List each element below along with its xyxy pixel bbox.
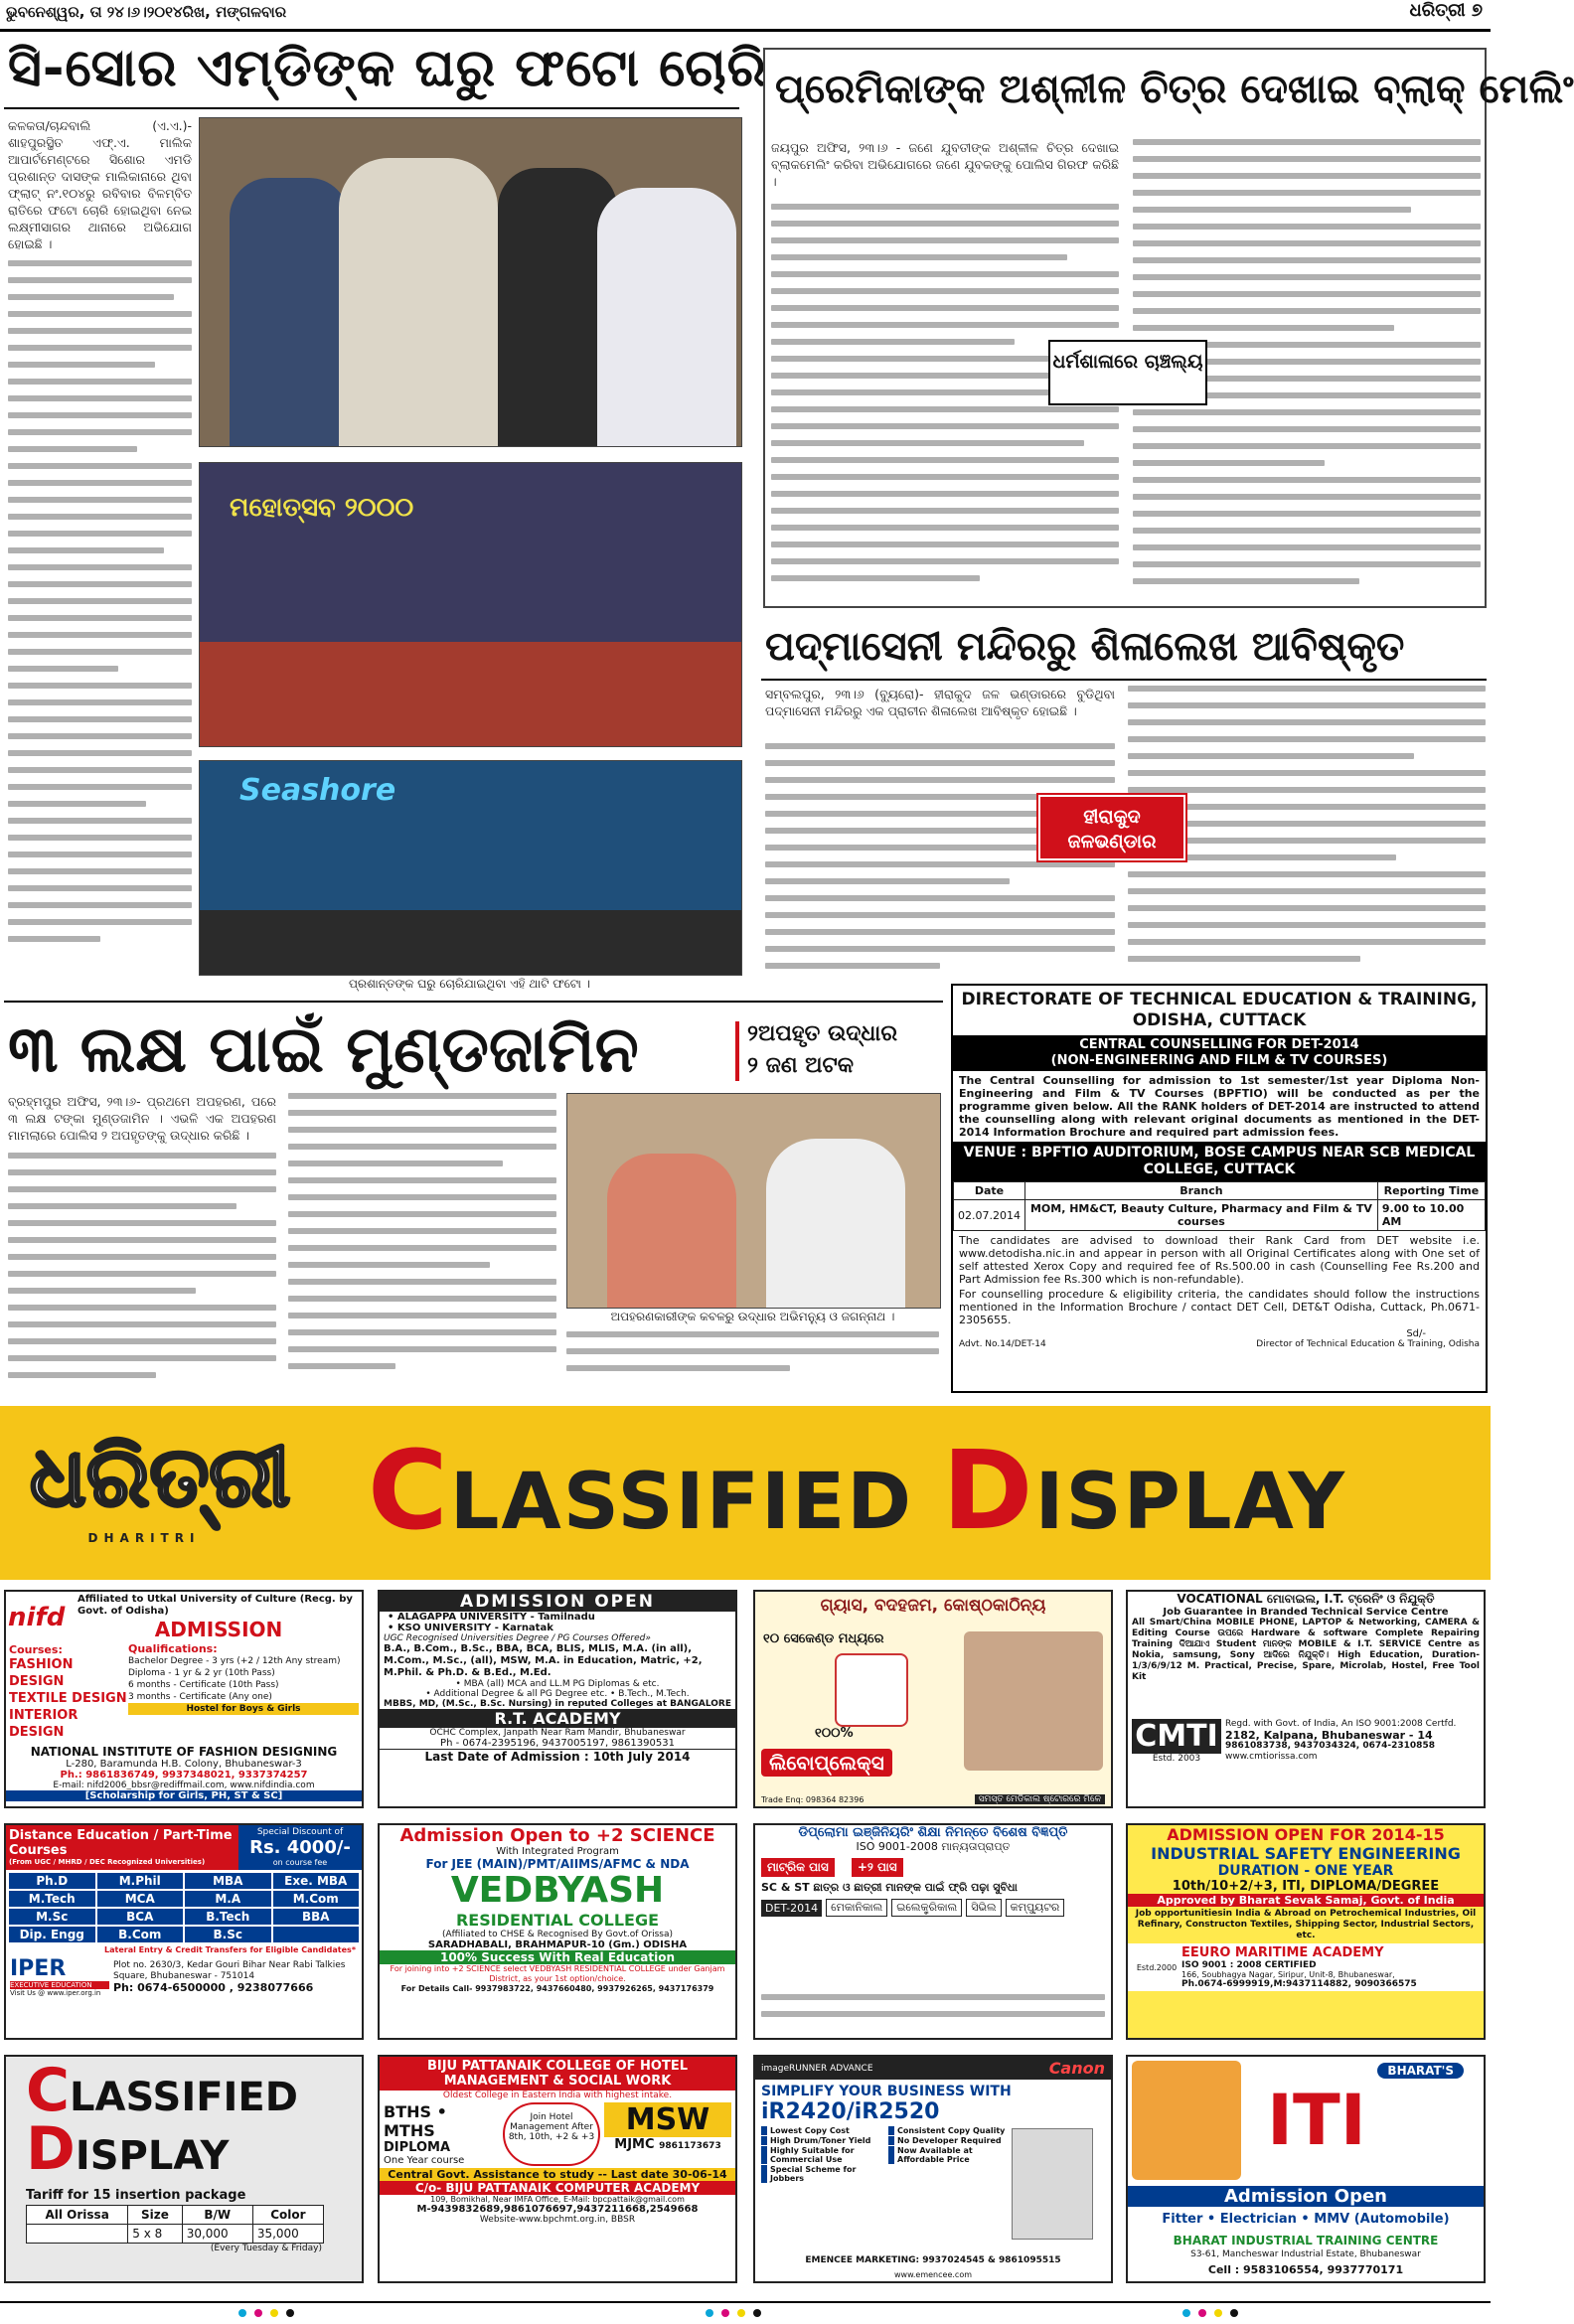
table-cell: 9.00 to 10.00 AM — [1377, 1200, 1485, 1231]
dip-branch: କମ୍ପ୍ୟୁଟର — [1006, 1899, 1065, 1917]
ad-canon — [753, 2055, 1113, 2283]
iti-open: Admission Open — [1128, 2186, 1484, 2207]
iper-course-item: M.Phil — [97, 1873, 184, 1889]
story1-rule — [4, 107, 739, 109]
story3-body-left — [765, 743, 1115, 982]
dte-signatory: Director of Technical Education & Training, Odisha — [1256, 1339, 1480, 1349]
ved-sub: With Integrated Program — [496, 1846, 619, 1857]
ad-iper — [4, 1823, 364, 2040]
table-cell: MOM, HM&CT, Beauty Culture, Pharmacy and Film & TV courses — [1024, 1200, 1377, 1231]
banner-logo — [30, 1422, 328, 1561]
libo-brand: ଲିବୋପ୍ଲେକ୍ସ — [761, 1749, 892, 1777]
biju-addr: 109, Bomikhal, Near IMFA Office, E-Mail: bpcpattaik@gmail.com — [430, 2195, 685, 2204]
footer-rule — [0, 2301, 1491, 2303]
table-cell — [27, 2225, 128, 2244]
iper-course-item: M.A — [185, 1891, 271, 1907]
nifd-email: E-mail: nifd2006_bbsr@rediffmail.com, www.nifdindia.com — [53, 1781, 315, 1790]
table-row — [954, 1200, 1486, 1231]
dte-para2: The candidates are advised to download their Rank Card from DET website i.e. www.detodisha.nic.in and appear in person with all Original Certificates along with One set of self attested Xerox Copy and required fee of Rs.500.00 in cash (Counselling Fee Rs.200 and Part Admission fee Rs.300 which is non-refundable). — [959, 1234, 1480, 1286]
nifd-qual: Bachelor Degree - 3 yrs (+2 / 12th Any stream) — [128, 1656, 341, 1666]
biju-msw: MSW — [604, 2102, 731, 2137]
cmti-title: VOCATIONAL ମୋବାଇଲ, I.T. ଟ୍ରେନିଂ ଓ ନିଯୁକ୍ତି — [1177, 1592, 1435, 1606]
table-header: Reporting Time — [1377, 1182, 1485, 1200]
iti-addr: S3-61, Mancheswar Industrial Estate, Bhubaneswar — [1190, 2249, 1421, 2259]
dte-subtitle1: CENTRAL COUNSELLING FOR DET-2014 — [1079, 1037, 1359, 1052]
dte-subtitle — [953, 1035, 1486, 1071]
story4-lead: ବ୍ରହ୍ମପୁର ଅଫିସ, ୨୩।୬- ପ୍ରଥମେ ଅପହରଣ, ପରେ ୩ ଲକ୍ଷ ଟଙ୍କା ମୁଣ୍ଡଜାମିନ । ଏଭଳି ଏକ ଅପହରଣ ମାମଲାରେ ପୋଲିସ ୨ ଅପହୃତଙ୍କୁ ଉଦ୍ଧାର କରିଛି । — [8, 1094, 276, 1143]
iper-web: Visit Us @ www.iper.org.in — [10, 1989, 101, 1997]
header-paper-name — [1409, 0, 1483, 21]
nifd-courses-label: Courses: — [9, 1643, 63, 1656]
ved-title: Admission Open to +2 SCIENCE — [399, 1825, 715, 1846]
biju-mths: MTHS — [384, 2121, 435, 2140]
canon-brand: Canon — [1048, 2059, 1105, 2078]
person-figure — [230, 178, 349, 446]
story4-caption: ଅପହରଣକାରୀଙ୍କ କବଳରୁ ଉଦ୍ଧାର ଅଭିମନ୍ୟୁ ଓ ଜଗନ୍ନାଥ । — [610, 1310, 895, 1323]
cmti-addr: 2182, Kalpana, Bhubaneswar - 14 — [1225, 1729, 1433, 1742]
nifd-scholar: [Scholarship for Girls, PH, ST & SC] — [6, 1790, 362, 1801]
biju-title: BIJU PATTANAIK COLLEGE OF HOTEL MANAGEMENT & SOCIAL WORK — [380, 2057, 735, 2091]
iper-course-item: Ph.D — [9, 1873, 95, 1889]
cls-d: D — [26, 2114, 76, 2184]
nifd-logo: nifd — [8, 1603, 66, 1632]
ad-biju: BIJU PATTANAIK COLLEGE OF HOTEL MANAGEMENT & SOCIAL WORK Oldest College in Eastern India with highest intake. BTHS • MTHS DIPLOMA One Year course Join Hotel Management After 8th, 10th, +2 & +3 MSW MJMC 9861173673 Central Govt. Assistance to study -- Last date 30-06-14 C/o- BIJU PATTANAIK COMPUTER ACADEMY 109, Bomikhal, Near IMFA Office, E-Mail: bpcpattaik@gmail.com M-9439832689,9861076697,9437211668,2549668 Website-www.bpchmt.org.in, BBSR — [378, 2055, 737, 2283]
dte-subtitle2: (NON-ENGINEERING AND FILM & TV COURSES) — [1050, 1053, 1388, 1068]
dte-venue: VENUE : BPFTIO AUDITORIUM, BOSE CAMPUS NEAR SCB MEDICAL COLLEGE, CUTTACK — [953, 1142, 1486, 1181]
story1-body — [8, 260, 192, 966]
ved-name2: RESIDENTIAL COLLEGE — [455, 1911, 660, 1930]
iper-course-item: Exe. MBA — [273, 1873, 360, 1889]
table-cell: 02.07.2014 — [954, 1200, 1025, 1231]
libo-pct: ୧୦୦% — [815, 1726, 854, 1741]
biju-bths: BTHS — [384, 2102, 432, 2121]
header-rule — [0, 29, 1491, 32]
dip-branch: ସିଭିଲ — [966, 1899, 1001, 1917]
nifd-course: TEXTILE DESIGN — [9, 1691, 127, 1706]
rta-addr: OCHC Complex, Janpath Near Ram Mandir, Bhubaneswar — [429, 1728, 686, 1738]
story3-lead: ସମ୍ବଲପୁର, ୨୩।୬ (ବ୍ୟୁରୋ)- ହୀରାକୁଦ ଜଳ ଭଣ୍ଡାରରେ ବୁଡିଥିବା ପଦ୍ମାସେନୀ ମନ୍ଦିରରୁ ଏକ ପ୍ରାଚୀନ ଶିଳାଲେଖ ଆବିଷ୍କୃତ ହୋଇଛି । — [765, 687, 1115, 718]
ad-vedbyash — [378, 1823, 737, 2040]
dip-branch: ଇଲେକ୍ଟ୍ରିକାଲ — [891, 1899, 962, 1917]
person-figure — [607, 1154, 736, 1308]
dte-ad — [951, 984, 1488, 1393]
page-number: ୭ — [1471, 0, 1483, 21]
cls-lassified: LASSIFIED — [70, 2075, 298, 2120]
ved-for: For JEE (MAIN)/PMT/AIIMS/AFMC & NDA — [425, 1857, 690, 1871]
nifd-qual: Diploma - 1 yr & 2 yr (10th Pass) — [128, 1668, 275, 1678]
table-row — [27, 2225, 324, 2244]
safety-ph: Ph.0674-6999919,M:9437114882, 9090366575 — [1181, 1979, 1417, 1989]
person-figure — [766, 1139, 905, 1308]
story3-box-label: ହୀରାକୁଦ ଜଳଭଣ୍ଡାର — [1038, 795, 1185, 860]
dte-footer — [953, 1339, 1486, 1349]
reg-mark — [286, 2309, 294, 2317]
table-header: B/W — [182, 2206, 252, 2225]
story4-headline: ୩ ଲକ୍ଷ ପାଇଁ ମୁଣ୍ଡଜାମିନ — [8, 1013, 639, 1087]
dte-advt-no: Advt. No.14/DET-14 — [959, 1339, 1046, 1349]
dip-title: ଡିପ୍ଲୋମା ଇଞ୍ଜିନିୟରିଂ ଶିକ୍ଷା ନିମନ୍ତେ ବିଶେଷ ବିଜ୍ଞପ୍ତି — [798, 1825, 1068, 1840]
rta-uni2: • KSO UNIVERSITY - Karnatak — [388, 1623, 553, 1633]
banner-logo-sub: DHARITRI — [87, 1531, 201, 1545]
iper-course-item: BCA — [97, 1909, 184, 1925]
story3-headline: ପଦ୍ମାସେନୀ ମନ୍ଦିରରୁ ଶିଳାଲେଖ ଆବିଷ୍କୃତ — [765, 624, 1405, 670]
iper-course-item: B.Tech — [185, 1909, 271, 1925]
banner-title — [368, 1427, 1346, 1557]
seashore-banner: Seashore — [239, 773, 396, 808]
cmti-reg: Regd. with Govt. of India, An ISO 9001:2008 Certfd. — [1225, 1719, 1457, 1729]
rta-title: ADMISSION OPEN — [380, 1592, 735, 1612]
stage-floor — [200, 642, 741, 746]
biju-oneyear: One Year course — [384, 2155, 465, 2166]
safety-approved: Approved by Bharat Sevak Samaj, Govt. of India — [1128, 1894, 1484, 1907]
safety-duration: DURATION - ONE YEAR — [1217, 1863, 1394, 1879]
iper-course-item — [273, 1927, 360, 1942]
story1-photo-group — [199, 117, 742, 447]
biju-mjmc: MJMC — [614, 2137, 655, 2152]
rta-name: R.T. ACADEMY — [380, 1709, 735, 1728]
iper-logo: IPER — [10, 1956, 67, 1981]
story1-photo-stage — [199, 462, 742, 747]
table-header: All Orissa — [27, 2206, 128, 2225]
canon-dealer: EMENCEE MARKETING: 9937024545 & 9861095515 — [805, 2255, 1061, 2265]
cls-table — [26, 2205, 324, 2244]
rta-line4: • Additional Degree & all PG Degree etc. • B.Tech., M.Tech. — [425, 1689, 690, 1699]
rta-ph: Ph - 0674-2395196, 9437005197, 9861390531 — [440, 1738, 675, 1749]
ved-join: For joining into +2 SCIENCE select VEDBYASH RESIDENTIAL COLLEGE under Ganjam District, as your 1st option/choice. — [390, 1964, 725, 1983]
paper-name: ଧରିତ୍ରୀ — [1409, 0, 1466, 21]
rta-line3: • MBA (all) MCA and LL.M PG Diplomas & etc. — [455, 1679, 660, 1689]
libo-sub: ୧୦ ସେକେଣ୍ଡ ମଧ୍ୟରେ — [763, 1631, 884, 1646]
dte-para3: For counselling procedure & eligibility criteria, the candidates should follow the instructions mentioned in the Information Brochure / contact DET Cell, DET&T Odisha, Cuttack, Ph.0671-2305655. — [959, 1288, 1480, 1326]
banner-isplay: ISPLAY — [1034, 1458, 1346, 1547]
dte-schedule-table — [953, 1181, 1486, 1231]
rta-last: Last Date of Admission : 10th July 2014 — [380, 1749, 735, 1764]
rta-line1: UGC Recognised Universities Degree / PG Courses Offered» — [384, 1633, 651, 1643]
canon-feature-item: High Drum/Toner Yield — [761, 2136, 882, 2145]
story2-box-label: ଧର୍ମଶାଳାରେ ଚାଞ୍ଚଲ୍ୟ — [1048, 340, 1207, 405]
canon-printer — [1012, 2128, 1093, 2240]
table-header: Color — [252, 2206, 323, 2225]
reg-mark — [737, 2309, 745, 2317]
story2-headline: ପ୍ରେମିକାଙ୍କ ଅଶ୍ଳୀଳ ଚିତ୍ର ଦେଖାଇ ବ୍ଲାକ୍ ମେଲିଂ — [775, 67, 1574, 112]
safety-iso: ISO 9001 : 2008 CERTIFIED — [1181, 1960, 1317, 1970]
dip-det: DET-2014 — [761, 1900, 822, 1917]
biju-mjmc-ph: 9861173673 — [659, 2141, 721, 2151]
cls-c: C — [26, 2056, 71, 2125]
dte-sd: Sd/- — [1406, 1328, 1426, 1339]
nifd-quals-label: Qualifications: — [128, 1642, 218, 1655]
safety-course: INDUSTRIAL SAFETY ENGINEERING — [1151, 1844, 1461, 1863]
libo-photo — [964, 1631, 1103, 1771]
dip-matric: ମାଟ୍ରିକ ପାସ — [761, 1858, 835, 1877]
canon-feature-item: Consistent Copy Quality — [888, 2126, 1010, 2135]
iper-course-item: MBA — [185, 1873, 271, 1889]
reg-mark — [1182, 2309, 1190, 2317]
iper-course-item: M.Sc — [9, 1909, 95, 1925]
person-figure — [339, 158, 498, 446]
person-figure — [597, 188, 736, 446]
libo-title: ଗ୍ୟାସ, ବଦହଜମ, କୋଷ୍ଠକାଠିନ୍ୟ — [820, 1596, 1046, 1616]
dateline: ଭୁବନେଶ୍ୱର, ତା ୨୪।୬।୨୦୧୪ରିଖ, ମଙ୍ଗଳବାର — [6, 3, 287, 21]
cls-isplay: ISPLAY — [75, 2133, 230, 2179]
story4-body-b — [288, 1093, 556, 1389]
ved-ph: For Details Call- 9937983722, 9437660480, 9937926265, 9437176379 — [400, 1984, 714, 1993]
reg-mark — [1230, 2309, 1238, 2317]
story1-lead: କଳକତା/ଚାନ୍ଦବାଲି (ଏ.ଏ.)- ଶାହପୁରସ୍ଥିତ ଏଫ୍‌.ଏ. ମାଲିକ ଆପାର୍ଟମେଣ୍ଟରେ ସିଶୋର ଏମଡି ପ୍ରଶାନ୍ତ ଦାସଙ୍କ ମାଲିକାନାରେ ଥିବା ଫ୍ଲାଟ୍ ନଂ.୧୦୪ରୁ ରବିବାର ବିଳମ୍ବିତ ରାତିରେ ଫଟୋ ଚୋରି ହୋଇଥିବା ନେଇ ଲକ୍ଷ୍ମୀସାଗର ଥାନାରେ ଅଭିଯୋଗ ହୋଇଛି । — [8, 118, 192, 251]
safety-jobs: Job opportunitiesin India & Abroad on Petrochemical Industries, Oil Refinary, Constructon Textiles, Shipping Sector, Industrial Sectors, etc. — [1135, 1909, 1477, 1940]
canon-feature-item: Highly Suitable for Commercial Use — [761, 2146, 882, 2164]
classified-banner — [0, 1406, 1491, 1580]
safety-elig: 10th/10+2/+3, ITI, DIPLOMA/DEGREE — [1172, 1879, 1440, 1894]
iper-course-item: BBA — [273, 1909, 360, 1925]
ved-addr: SARADHABALI, BRAHMAPUR-10 (Gm.) ODISHA — [427, 1939, 688, 1950]
ad-cmti — [1126, 1590, 1486, 1808]
story3-rule — [761, 679, 1487, 681]
cls-tariff: Tariff for 15 insertion package — [26, 2188, 246, 2203]
story4-rule-top — [4, 1001, 943, 1003]
iper-logo-sub: EXECUTIVE EDUCATION — [10, 1981, 109, 1989]
ved-name: VEDBYASH — [450, 1870, 665, 1911]
iti-trades: Fitter • Electrician • MMV (Automobile) — [1162, 2212, 1450, 2227]
iper-on: on course fee — [272, 1858, 328, 1867]
story2-lead: ଜୟପୁର ଅଫିସ, ୨୩।୬ - ଜଣେ ଯୁବତୀଙ୍କ ଅଶ୍ଳୀଳ ଚିତ୍ର ଦେଖାଇ ବ୍ଲାକମେଲିଂ କରିବା ଅଭିଯୋଗରେ ଜଣେ ଯୁବକଙ୍କୁ ପୋଲିସ ଗିରଫ କରିଛି । — [771, 140, 1119, 189]
iper-course-item: M.Tech — [9, 1891, 95, 1907]
nifd-hostel: Hostel for Boys & Girls — [128, 1703, 359, 1715]
table-cell: 30,000 — [182, 2225, 252, 2244]
banner-logo-text: ଧରିତ୍ରୀ — [30, 1428, 291, 1525]
libo-tm: Trade Enq: 098364 82396 — [761, 1795, 865, 1804]
reg-mark — [721, 2309, 729, 2317]
nifd-admission: ADMISSION — [154, 1618, 283, 1641]
ad-nifd — [4, 1590, 364, 1808]
iper-amount: Rs. 4000/- — [249, 1837, 351, 1858]
ad-diploma — [753, 1823, 1113, 2040]
biju-diploma: DIPLOMA — [384, 2140, 451, 2155]
canon-feature-list — [755, 2124, 1016, 2185]
stage-banner: ମହୋତ୍ସବ ୨୦୦୦ — [230, 493, 414, 523]
rta-line2: B.A., B.Com., B.Sc., BBA, BCA, BLIS, MLIS, M.A. (in all), M.Com., M.Sc., (all), MSW, M.A. in Education, Matric, +2, M.Phil. & Ph.D. & B.Ed., M.Ed. — [384, 1643, 703, 1678]
story4-body-a — [8, 1153, 276, 1389]
nifd-name: NATIONAL INSTITUTE OF FASHION DESIGNING — [30, 1745, 338, 1759]
iti-name: BHARAT INDUSTRIAL TRAINING CENTRE — [1173, 2234, 1439, 2247]
iper-sub: (From UGC / MHRD / DEC Recognized Universities) — [9, 1858, 206, 1866]
safety-title: ADMISSION OPEN FOR 2014-15 — [1167, 1825, 1445, 1844]
nifd-phone: Ph.: 9861836749, 9937348021, 9337374257 — [60, 1770, 308, 1781]
biju-ph: M-9439832689,9861076697,9437211668,2549668 — [416, 2204, 699, 2215]
iper-ph: Ph: 0674-6500000 , 9238077666 — [113, 1981, 314, 1994]
iper-course-item: MCA — [97, 1891, 184, 1907]
nifd-course: INTERIOR DESIGN — [9, 1708, 79, 1740]
cmti-ph: 9861083738, 9437034324, 0674-2310858 — [1225, 1741, 1435, 1751]
story4-body-c — [566, 1331, 939, 1391]
dip-iso: ISO 9001-2008 ମାନ୍ୟତାପ୍ରାପ୍ତ — [856, 1840, 1011, 1853]
cmti-sub: Job Guarantee in Branded Technical Service Centre — [1163, 1607, 1449, 1618]
iper-addr: Plot no. 2630/3, Kedar Gouri Bihar Near Rabi Talkies Square, Bhubaneswar - 751014 — [113, 1960, 346, 1981]
safety-estd: Estd.2000 — [1136, 1962, 1178, 1972]
canon-model: iR2420/iR2520 — [761, 2099, 940, 2124]
canon-feature-item: Now Available at Affordable Price — [888, 2146, 1010, 2164]
canon-title: SIMPLIFY YOUR BUSINESS WITH — [761, 2084, 1012, 2099]
biju-web: Website-www.bpchmt.org.in, BBSR — [479, 2215, 636, 2225]
reg-mark — [270, 2309, 278, 2317]
nifd-address: L-280, Baramunda H.B. Colony, Bhubaneswar-3 — [66, 1759, 302, 1770]
stage-floor — [200, 910, 741, 975]
canon-feature-item: Lowest Copy Cost — [761, 2126, 882, 2135]
nifd-qual: 6 months - Certificate (10th Pass) — [128, 1680, 279, 1690]
iti-photo — [1132, 2061, 1241, 2180]
table-header: Branch — [1024, 1182, 1377, 1200]
cmti-body: All Smart/China MOBILE PHONE, LAPTOP & Networking, CAMERA & Editing Course ଉପରେ Hardware & software Complete Repairing Training ଦିଆଯାଏ Student ମାନଙ୍କ MOBILE & I.T. SERVICE Centre as Nokia, samsung, Sony ଆଦିରେ ନିଯୁକ୍ତି। High Education, Duration-1/3/6/9/12 M. Practical, Precise, Spare, Microlab, Hostel, Free Tool Kit — [1132, 1618, 1480, 1682]
story1-caption: ପ୍ରଶାନ୍ତଙ୍କ ଘରୁ ଚୋରିଯାଇଥିବା ଏହି ଥାଟି ଫଟୋ । — [348, 977, 591, 991]
iper-discount: Special Discount of — [256, 1827, 344, 1837]
ad-classified-tariff — [4, 2055, 364, 2283]
table-cell: 35,000 — [252, 2225, 323, 2244]
story1-photo-seashore — [199, 760, 742, 976]
libo-tag: ସମସ୍ତ ମେଡିକାଲ ଷ୍ଟୋରରେ ମିଳେ — [975, 1794, 1105, 1804]
ved-affil: (Affiliated to CHSE & Recognised By Govt.of Orissa) — [442, 1930, 673, 1939]
iper-course-item: Dip. Engg — [9, 1927, 95, 1942]
iti-brand: BHARAT'S — [1377, 2063, 1464, 2079]
iti-ph: Cell : 9583106554, 9937770171 — [1207, 2263, 1404, 2276]
ad-rt-academy — [378, 1590, 737, 1808]
story4-side2: ୨ ଜଣ ଅଟକ — [747, 1053, 854, 1078]
ad-iti — [1126, 2055, 1486, 2283]
nifd-course: FASHION DESIGN — [9, 1657, 74, 1689]
iper-course-item: B.Sc — [185, 1927, 271, 1942]
table-header: Size — [128, 2206, 182, 2225]
iper-course-grid — [6, 1870, 362, 1945]
table-header: Date — [954, 1182, 1025, 1200]
canon-tag: imageRUNNER ADVANCE — [761, 2063, 873, 2074]
dip-contact — [761, 1994, 1105, 2034]
dip-plus2: +୨ ପାସ — [852, 1858, 903, 1877]
banner-c: C — [368, 1427, 450, 1554]
canon-feature-item: No Developer Required — [888, 2136, 1010, 2145]
rta-uni1: • ALAGAPPA UNIVERSITY - Tamilnadu — [388, 1612, 595, 1623]
cmti-logo: CMTI — [1132, 1719, 1221, 1754]
story4-side-bar — [735, 1021, 739, 1081]
safety-addr: 166, Soubhagya Nagar, Siripur, Unit-8, Bhubaneswar, — [1181, 1970, 1395, 1979]
reg-mark — [238, 2309, 246, 2317]
nifd-affil: Affiliated to Utkal University of Culture (Recg. by Govt. of Odisha) — [78, 1594, 353, 1617]
iper-course-item: B.Com — [97, 1927, 184, 1942]
page-header — [0, 0, 1491, 30]
nifd-qual: 3 months - Certificate (Any one) — [128, 1692, 272, 1702]
canon-web: www.emencee.com — [893, 2270, 972, 2279]
safety-name: EEURO MARITIME ACADEMY — [1181, 1945, 1384, 1960]
reg-mark — [254, 2309, 262, 2317]
cmti-estd: Estd. 2003 — [1152, 1754, 1201, 1764]
story4-photo — [566, 1093, 941, 1309]
ved-tag: 100% Success With Real Education — [380, 1950, 735, 1964]
biju-govt: Central Govt. Assistance to study -- Last date 30-06-14 — [380, 2168, 735, 2181]
libo-bottle — [835, 1653, 908, 1727]
cls-note: (Every Tuesday & Friday) — [210, 2244, 322, 2253]
dip-scst: SC & ST ଛାତ୍ର ଓ ଛାତ୍ରୀ ମାନଙ୍କ ପାଇଁ ଫ୍ରି ପଢ଼ା ସୁବିଧା — [761, 1881, 1018, 1894]
dte-title: DIRECTORATE OF TECHNICAL EDUCATION & TRAINING, ODISHA, CUTTACK — [961, 990, 1478, 1030]
iper-lateral: Lateral Entry & Credit Transfers for Eligible Candidates* — [104, 1945, 356, 1954]
reg-mark — [1198, 2309, 1206, 2317]
ad-safety — [1126, 1823, 1486, 2040]
reg-mark — [1214, 2309, 1222, 2317]
rta-line5: MBBS, MD, (M.Sc., B.Sc. Nursing) in reputed Colleges at BANGALORE — [384, 1699, 731, 1709]
banner-lassified: LASSIFIED — [449, 1458, 943, 1547]
iti-title: ITI — [1267, 2080, 1366, 2161]
biju-sub: Oldest College in Eastern India with highest intake. — [442, 2091, 673, 2100]
canon-feature-item: Special Scheme for Jobbers — [761, 2165, 882, 2183]
iper-course-item: M.Com — [273, 1891, 360, 1907]
table-cell: 5 x 8 — [128, 2225, 182, 2244]
ad-liboplex — [753, 1590, 1113, 1808]
banner-d: D — [942, 1427, 1035, 1554]
biju-join: Join Hotel Management After 8th, 10th, +2 & +3 — [503, 2102, 600, 2166]
reg-mark — [753, 2309, 761, 2317]
story4-side1: ୨ଅପହୃତ ଉଦ୍ଧାର — [747, 1021, 897, 1046]
biju-academy: C/o- BIJU PATTANAIK COMPUTER ACADEMY — [380, 2181, 735, 2195]
registration-marks — [0, 2307, 1491, 2321]
cmti-web: www.cmtiorissa.com — [1225, 1752, 1318, 1762]
story1-headline: ସି-ସୋର ଏମ୍‌ଡିଙ୍କ ଘରୁ ଫଟୋ ଚୋରି — [8, 39, 768, 98]
dip-branch: ମେକାନିକାଲ — [826, 1899, 887, 1917]
dte-para1: The Central Counselling for admission to 1st semester/1st year Diploma Non-Engineering and Film & TV Courses (BPFTIO) will be conducted as per the programme given below. All the RANK holders of DET-2014 are instructed to attend the counselling along with relevant original documents as mentioned in the DET-2014 Information Brochure and required part admission fees. — [959, 1074, 1480, 1139]
iper-title: Distance Education / Part-Time Courses — [9, 1828, 233, 1858]
reg-mark — [706, 2309, 713, 2317]
